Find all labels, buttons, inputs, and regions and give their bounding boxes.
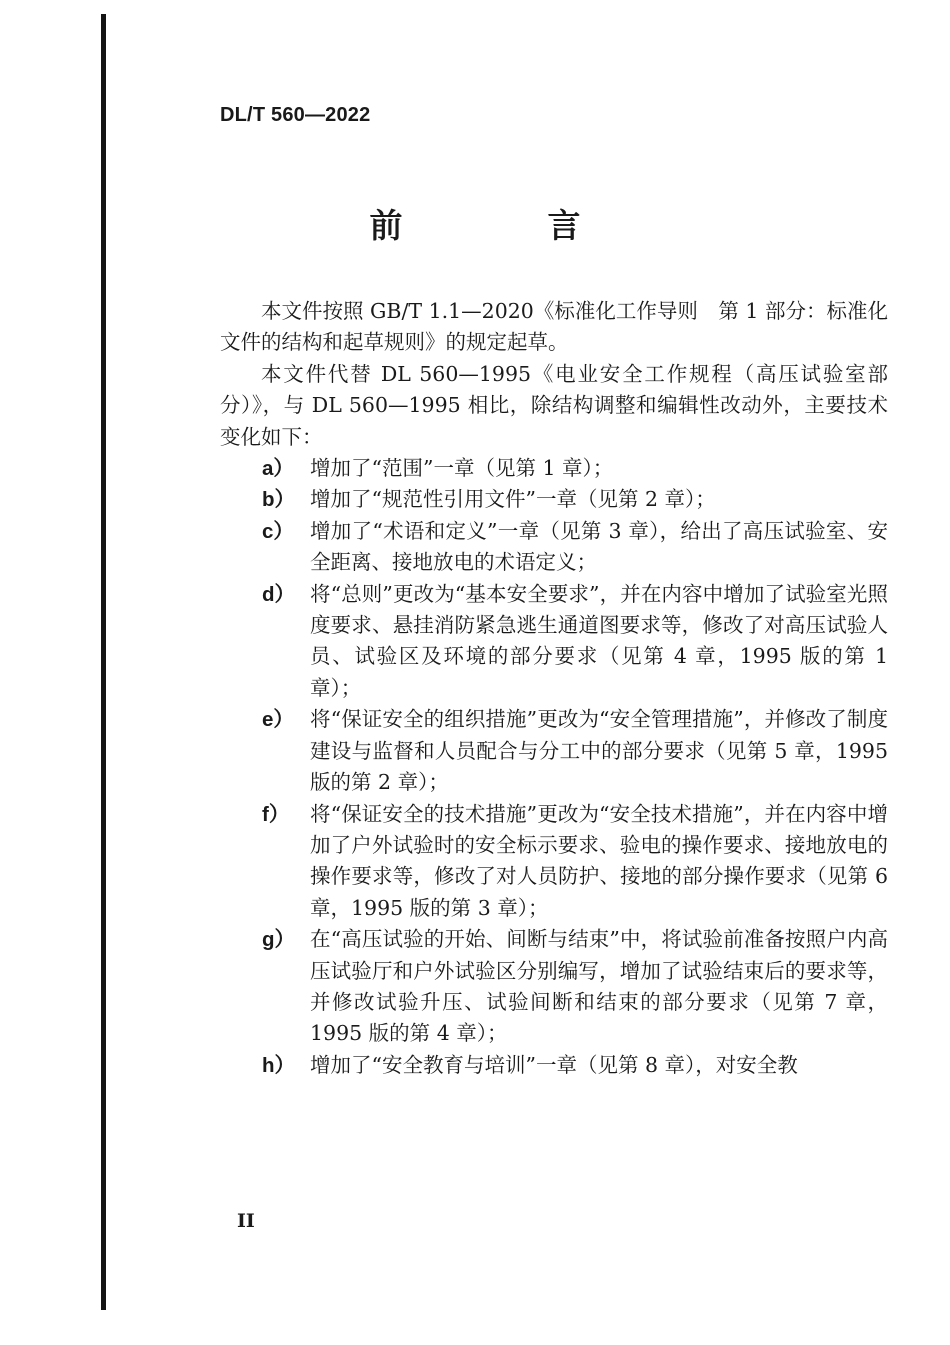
page-title: 前 言: [369, 206, 637, 245]
list-item-letter: h）: [262, 1053, 296, 1077]
list-item-text: 增加了“范围”一章（见第 1 章）；: [310, 456, 614, 481]
list-item-letter: e）: [262, 708, 294, 732]
list-item-text: 在“高压试验的开始、间断与结束”中，将试验前准备按照户内高压试验厅和户外试验区分别编写，增加了试验结束后的要求等，并修改试验升压、试验间断和结束的部分要求（见第 7 章，1995 版的第 4 章）；: [310, 927, 888, 1046]
list-item-text: 增加了“术语和定义”一章（见第 3 章），给出了高压试验室、安全距离、接地放电的术语定义；: [310, 518, 888, 575]
list-item-text: 增加了“规范性引用文件”一章（见第 2 章）；: [310, 487, 716, 512]
standard-number: DL/T 560—2022: [220, 104, 371, 126]
list-item: [220, 704, 888, 798]
list-item-text: 将“总则”更改为“基本安全要求”，并在内容中增加了试验室光照度要求、悬挂消防紧急逃生通道图要求等，修改了对高压试验人员、试验区及环境的部分要求（见第 4 章，1995 版的第 1 章）；: [310, 581, 888, 700]
paragraph: 本文件按照 GB/T 1.1—2020《标准化工作导则 第 1 部分：标准化文件的结构和起草规则》的规定起草。: [220, 299, 888, 355]
list-item: [220, 1050, 888, 1081]
page-number: II: [237, 1210, 255, 1232]
list-item: [220, 516, 888, 579]
list-item: [220, 579, 888, 705]
list-item-letter: d）: [262, 582, 296, 606]
list-item: [220, 799, 888, 925]
paragraph: 本文件代替 DL 560—1995《电业安全工作规程（高压试验室部分）》，与 DL 560—1995 相比，除结构调整和编辑性改动外，主要技术变化如下：: [220, 361, 888, 449]
list-item-letter: g）: [262, 928, 296, 952]
list-item: [220, 924, 888, 1050]
list-item: [220, 484, 888, 515]
list-item-letter: b）: [262, 488, 296, 512]
body-text: [220, 296, 888, 1081]
list-item: [220, 453, 888, 484]
list-item-letter: a）: [262, 457, 294, 481]
change-list: [220, 453, 888, 1081]
list-item-text: 将“保证安全的组织措施”更改为“安全管理措施”，并修改了制度建设与监督和人员配合与分工中的部分要求（见第 5 章，1995 版的第 2 章）；: [310, 707, 888, 795]
list-item-text: 增加了“安全教育与培训”一章（见第 8 章），对安全教: [310, 1052, 798, 1077]
list-item-letter: c）: [262, 519, 294, 543]
list-item-text: 将“保证安全的技术措施”更改为“安全技术措施”，并在内容中增加了户外试验时的安全标示要求、验电的操作要求、接地放电的操作要求等，修改了对人员防护、接地的部分操作要求（见第 6 章，1995 版的第 3 章）；: [310, 801, 888, 920]
list-item-letter: f）: [262, 802, 290, 826]
